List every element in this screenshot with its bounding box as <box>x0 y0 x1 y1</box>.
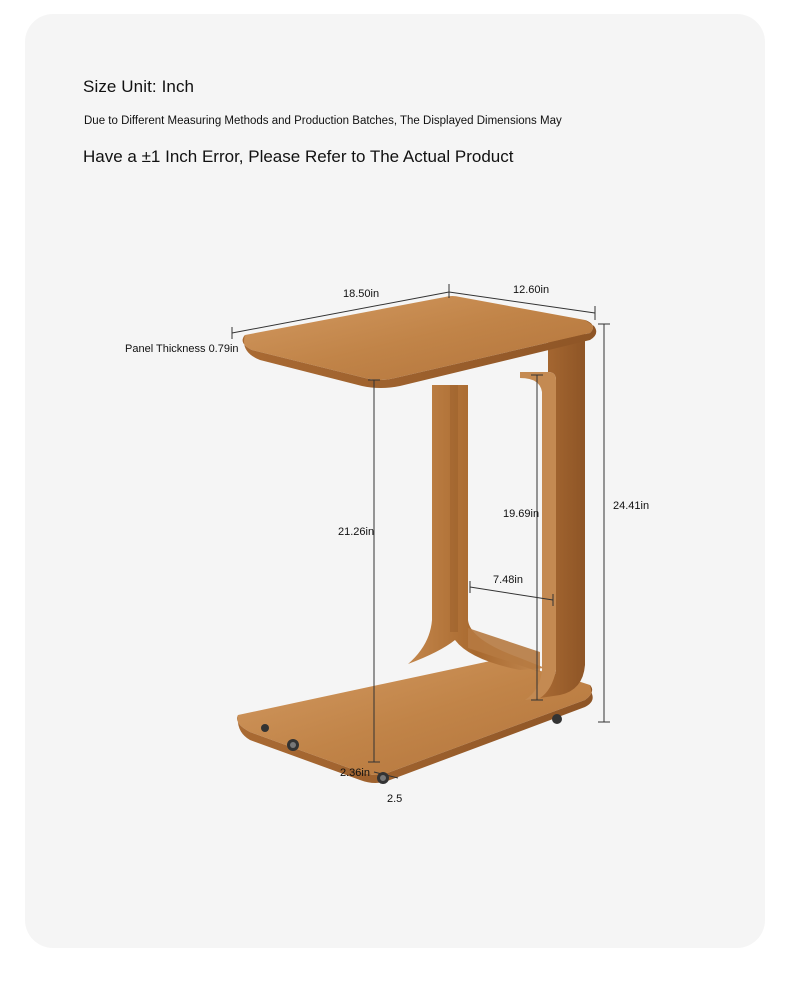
clearance-height-label: 21.26in <box>338 526 375 538</box>
inner-depth-label: 7.48in <box>493 574 523 586</box>
top-depth-label: 12.60in <box>513 284 550 296</box>
top-length-label: 18.50in <box>343 288 380 300</box>
table-base <box>237 660 592 784</box>
total-height-label: 24.41in <box>613 500 650 512</box>
panel-thickness-label: Panel Thickness 0.79in <box>125 343 239 355</box>
base-height-label: 2.36in <box>340 767 370 779</box>
size-unit-title: Size Unit: Inch <box>83 77 195 96</box>
table-frame <box>408 330 585 700</box>
measurement-note-continued: Have a ±1 Inch Error, Please Refer to The Actual Product <box>83 147 514 166</box>
wheel-size-label: 2.5 <box>387 793 403 805</box>
inner-height-label: 19.69in <box>503 508 540 520</box>
measurement-note: Due to Different Measuring Methods and Production Batches, The Displayed Dimensions May <box>84 115 562 127</box>
